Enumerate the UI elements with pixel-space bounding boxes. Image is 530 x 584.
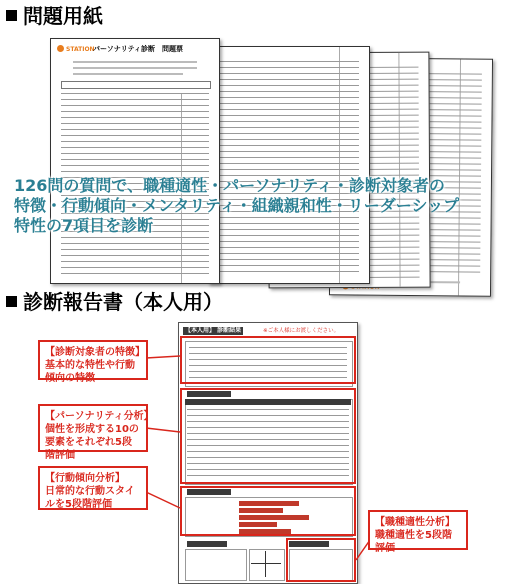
callout-personality [38, 404, 154, 461]
report-heading-text: 診断報告書（本人用） [23, 290, 223, 314]
callout-title: 【職種適性分析】 [375, 517, 455, 528]
questionnaire-heading-text: 問題用紙 [23, 4, 103, 28]
report-header-note: ※ご本人様にお渡しください。 [263, 328, 340, 334]
sheet-title: パーソナリティ診断 問題票 [93, 45, 184, 53]
report-header-label: 【本人用】 診断結果 [185, 327, 242, 334]
sheet-logo: STATION [57, 45, 95, 53]
callout-desc: 基本的な特性や行動傾向の特徴 [45, 360, 135, 384]
callout-title: 【パーソナリティ分析】 [45, 411, 154, 422]
description-line: 特徴・行動傾向・メンタリティ・組織親和性・リーダーシップ [14, 196, 460, 215]
description-line: 126問の質問で、職種適性・パーソナリティ・診断対象者の [14, 176, 445, 195]
description-line: 特性の7項目を診断 [14, 216, 154, 235]
callout-desc: 個性を形成する10の要素をそれぞれ5段階評価 [45, 424, 139, 461]
callout-desc: 日常的な行動スタイルを5段階評価 [45, 486, 135, 510]
callout-title: 【行動傾向分析】 [45, 473, 125, 484]
callout-title: 【診断対象者の特徴】 [45, 347, 145, 358]
callout-behavior [38, 466, 148, 510]
callout-aptitude [368, 510, 468, 554]
callout-features [38, 340, 148, 384]
callout-desc: 職種適性を5段階評価 [375, 530, 452, 554]
